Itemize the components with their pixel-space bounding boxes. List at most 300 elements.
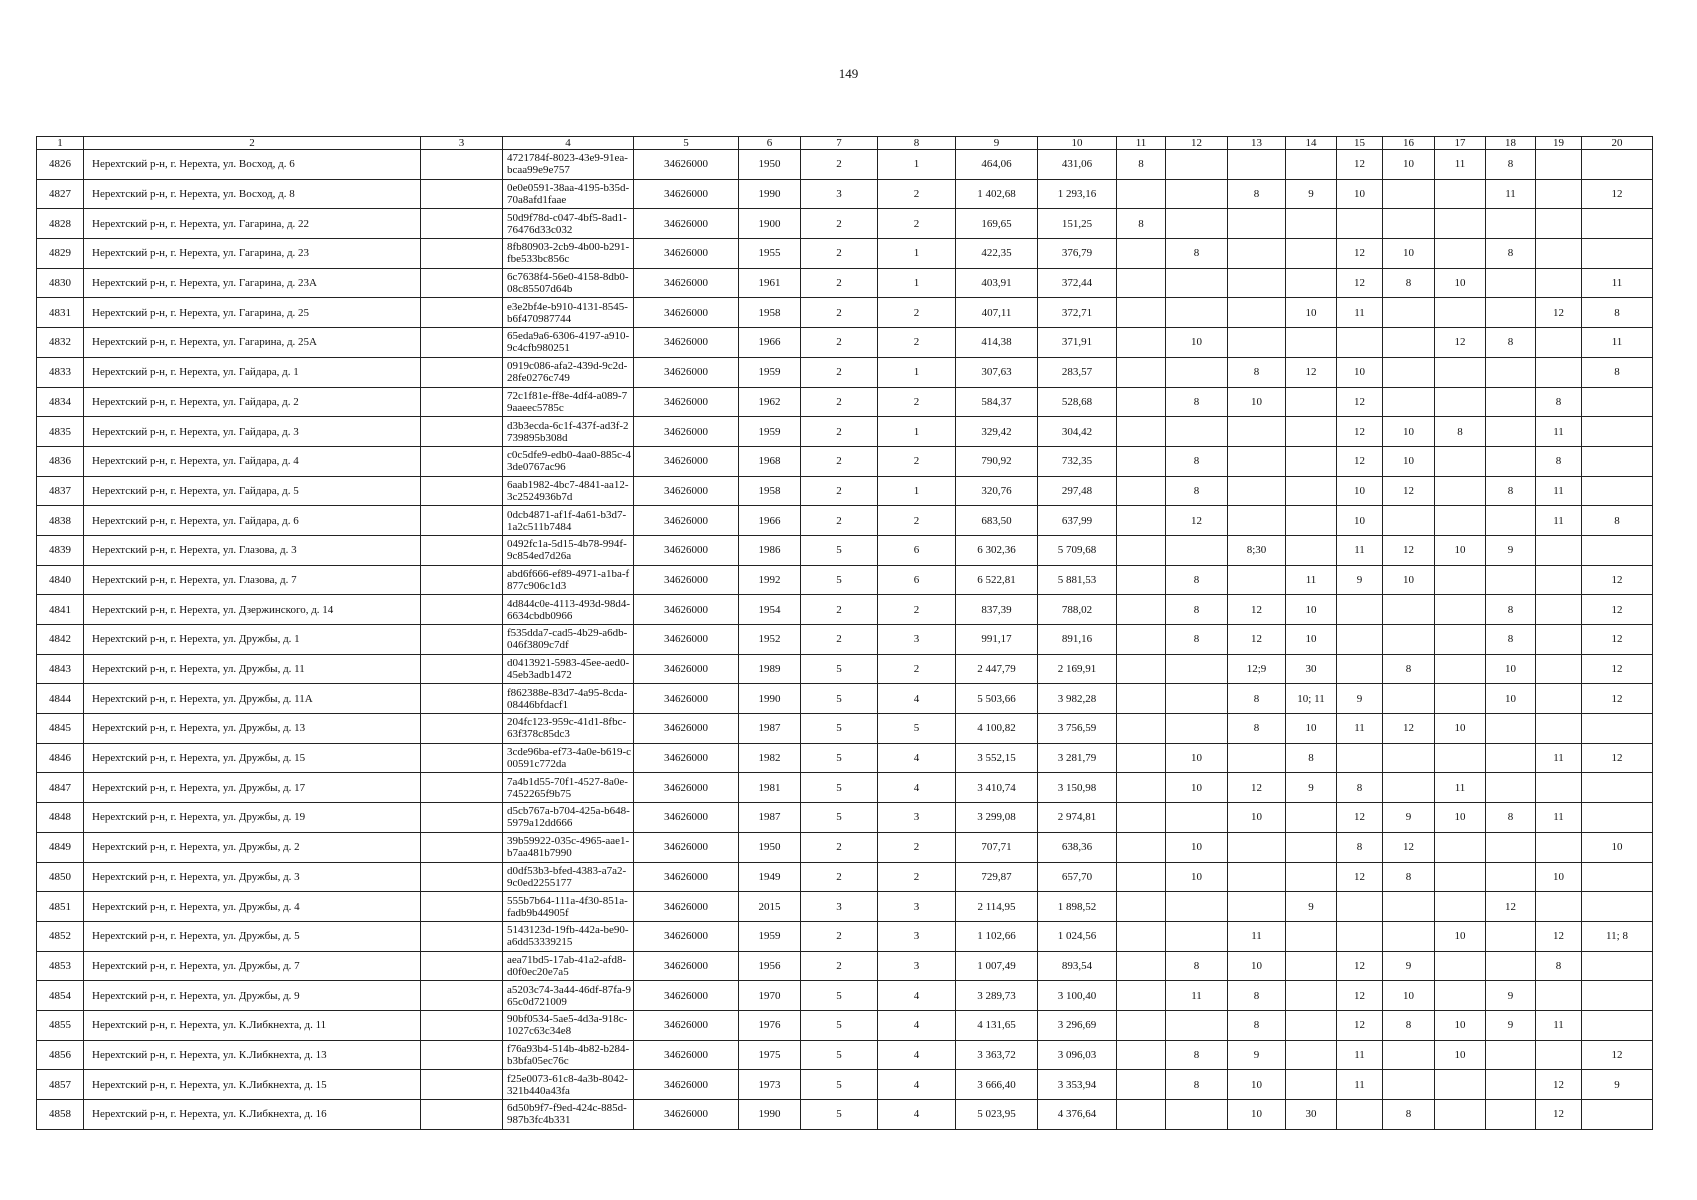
cell-year-built: 1968 — [739, 446, 801, 476]
cell-col-16: 9 — [1383, 803, 1435, 833]
cell-row-number: 4842 — [37, 625, 84, 655]
cell-col-11 — [1117, 328, 1166, 358]
cell-entrances: 1 — [878, 268, 956, 298]
cell-col-15: 12 — [1337, 387, 1383, 417]
cell-row-number: 4827 — [37, 179, 84, 209]
cell-col-11 — [1117, 1070, 1166, 1100]
cell-col-17: 10 — [1435, 921, 1486, 951]
cell-col-15: 10 — [1337, 357, 1383, 387]
cell-total-area: 5 503,66 — [956, 684, 1038, 714]
cell-floors: 2 — [801, 328, 878, 358]
cell-floors: 2 — [801, 862, 878, 892]
cell-year-built: 1987 — [739, 714, 801, 744]
cell-col-18: 9 — [1486, 535, 1536, 565]
cell-col-19: 11 — [1536, 476, 1582, 506]
cell-address: Нерехтский р-н, г. Нерехта, ул. Гайдара, д. 4 — [84, 446, 421, 476]
cell-col-15 — [1337, 1100, 1383, 1130]
cell-address: Нерехтский р-н, г. Нерехта, ул. Гагарина, д. 23А — [84, 268, 421, 298]
cell-col-12: 10 — [1166, 862, 1228, 892]
cell-row-number: 4828 — [37, 209, 84, 239]
cell-oktmo-code: 34626000 — [634, 357, 739, 387]
cell-col-18 — [1486, 357, 1536, 387]
cell-col-11 — [1117, 743, 1166, 773]
cell-col-18 — [1486, 446, 1536, 476]
table-row — [37, 773, 1653, 803]
cell-col-15: 12 — [1337, 150, 1383, 180]
cell-col-13 — [1228, 239, 1286, 269]
cell-col-17 — [1435, 565, 1486, 595]
cell-floors: 5 — [801, 714, 878, 744]
cell-col-14 — [1286, 832, 1337, 862]
cell-col-13 — [1228, 892, 1286, 922]
cell-col-20: 12 — [1582, 625, 1653, 655]
cell-col-12 — [1166, 714, 1228, 744]
cell-col-13: 8 — [1228, 179, 1286, 209]
cell-entrances: 1 — [878, 417, 956, 447]
table-row — [37, 921, 1653, 951]
cell-col-13: 8;30 — [1228, 535, 1286, 565]
cell-col-20 — [1582, 417, 1653, 447]
cell-guid: d5cb767a-b704-425a-b648-5979a12dd666 — [503, 803, 634, 833]
cell-floors: 5 — [801, 803, 878, 833]
cell-col-19: 8 — [1536, 387, 1582, 417]
column-header: 14 — [1286, 137, 1337, 150]
column-header: 5 — [634, 137, 739, 150]
table-row — [37, 803, 1653, 833]
cell-col-19 — [1536, 714, 1582, 744]
cell-total-area: 3 299,08 — [956, 803, 1038, 833]
cell-col-12 — [1166, 1010, 1228, 1040]
cell-col-14: 10 — [1286, 595, 1337, 625]
column-header: 20 — [1582, 137, 1653, 150]
table-row — [37, 239, 1653, 269]
cell-col-12 — [1166, 892, 1228, 922]
cell-col-19 — [1536, 832, 1582, 862]
cell-year-built: 1989 — [739, 654, 801, 684]
cell-col-11 — [1117, 1100, 1166, 1130]
cell-total-area: 6 302,36 — [956, 535, 1038, 565]
cell-col-17: 8 — [1435, 417, 1486, 447]
cell-year-built: 1987 — [739, 803, 801, 833]
cell-living-area: 5 881,53 — [1038, 565, 1117, 595]
cell-row-number: 4844 — [37, 684, 84, 714]
cell-year-built: 1955 — [739, 239, 801, 269]
cell-col-16 — [1383, 506, 1435, 536]
cell-col-19 — [1536, 357, 1582, 387]
cell-col-20: 12 — [1582, 565, 1653, 595]
cell-column-3 — [421, 446, 503, 476]
cell-floors: 5 — [801, 743, 878, 773]
cell-col-13: 10 — [1228, 1100, 1286, 1130]
cell-oktmo-code: 34626000 — [634, 921, 739, 951]
cell-col-15 — [1337, 743, 1383, 773]
cell-guid: 7a4b1d55-70f1-4527-8a0e-7452265f9b75 — [503, 773, 634, 803]
cell-col-12 — [1166, 535, 1228, 565]
cell-entrances: 6 — [878, 565, 956, 595]
cell-floors: 5 — [801, 1010, 878, 1040]
cell-guid: 0492fc1a-5d15-4b78-994f-9c854ed7d26a — [503, 535, 634, 565]
cell-year-built: 1952 — [739, 625, 801, 655]
cell-living-area: 5 709,68 — [1038, 535, 1117, 565]
cell-oktmo-code: 34626000 — [634, 625, 739, 655]
cell-address: Нерехтский р-н, г. Нерехта, ул. К.Либкнехта, д. 11 — [84, 1010, 421, 1040]
column-header: 16 — [1383, 137, 1435, 150]
cell-guid: 4721784f-8023-43e9-91ea-bcaa99e9e757 — [503, 150, 634, 180]
cell-entrances: 4 — [878, 1010, 956, 1040]
cell-column-3 — [421, 595, 503, 625]
cell-col-14 — [1286, 150, 1337, 180]
cell-col-11 — [1117, 565, 1166, 595]
cell-col-12 — [1166, 921, 1228, 951]
cell-col-19 — [1536, 239, 1582, 269]
cell-col-12 — [1166, 268, 1228, 298]
cell-floors: 2 — [801, 476, 878, 506]
cell-col-19 — [1536, 892, 1582, 922]
cell-row-number: 4838 — [37, 506, 84, 536]
cell-col-13 — [1228, 743, 1286, 773]
cell-col-18 — [1486, 832, 1536, 862]
cell-column-3 — [421, 832, 503, 862]
cell-col-17 — [1435, 654, 1486, 684]
cell-oktmo-code: 34626000 — [634, 981, 739, 1011]
cell-col-17: 10 — [1435, 268, 1486, 298]
cell-guid: 72c1f81e-ff8e-4df4-a089-79aaeec5785c — [503, 387, 634, 417]
cell-total-area: 1 007,49 — [956, 951, 1038, 981]
cell-guid: 90bf0534-5ae5-4d3a-918c-1027c63c34e8 — [503, 1010, 634, 1040]
cell-guid: 39b59922-035c-4965-aae1-b7aa481b7990 — [503, 832, 634, 862]
cell-col-12 — [1166, 357, 1228, 387]
cell-col-19 — [1536, 209, 1582, 239]
cell-column-3 — [421, 714, 503, 744]
table-row — [37, 743, 1653, 773]
cell-oktmo-code: 34626000 — [634, 150, 739, 180]
cell-floors: 2 — [801, 417, 878, 447]
cell-year-built: 1975 — [739, 1040, 801, 1070]
cell-col-16 — [1383, 684, 1435, 714]
cell-col-18 — [1486, 1070, 1536, 1100]
cell-floors: 2 — [801, 506, 878, 536]
cell-floors: 2 — [801, 387, 878, 417]
cell-col-16 — [1383, 1040, 1435, 1070]
cell-address: Нерехтский р-н, г. Нерехта, ул. Гайдара, д. 3 — [84, 417, 421, 447]
cell-oktmo-code: 34626000 — [634, 1040, 739, 1070]
cell-col-16: 12 — [1383, 714, 1435, 744]
cell-total-area: 4 131,65 — [956, 1010, 1038, 1040]
cell-guid: 0dcb4871-af1f-4a61-b3d7-1a2c511b7484 — [503, 506, 634, 536]
cell-col-16: 10 — [1383, 981, 1435, 1011]
cell-col-17 — [1435, 743, 1486, 773]
cell-row-number: 4845 — [37, 714, 84, 744]
table-row — [37, 535, 1653, 565]
cell-col-13: 10 — [1228, 1070, 1286, 1100]
cell-entrances: 4 — [878, 743, 956, 773]
cell-col-14 — [1286, 209, 1337, 239]
cell-column-3 — [421, 209, 503, 239]
cell-total-area: 329,42 — [956, 417, 1038, 447]
cell-entrances: 1 — [878, 357, 956, 387]
cell-col-20: 11 — [1582, 268, 1653, 298]
cell-col-18: 10 — [1486, 654, 1536, 684]
cell-col-16 — [1383, 298, 1435, 328]
cell-total-area: 837,39 — [956, 595, 1038, 625]
cell-entrances: 3 — [878, 625, 956, 655]
cell-col-16: 8 — [1383, 1100, 1435, 1130]
table-row — [37, 832, 1653, 862]
cell-address: Нерехтский р-н, г. Нерехта, ул. Гагарина, д. 25 — [84, 298, 421, 328]
cell-total-area: 3 552,15 — [956, 743, 1038, 773]
cell-living-area: 3 100,40 — [1038, 981, 1117, 1011]
cell-living-area: 3 096,03 — [1038, 1040, 1117, 1070]
cell-year-built: 1992 — [739, 565, 801, 595]
cell-row-number: 4832 — [37, 328, 84, 358]
cell-column-3 — [421, 150, 503, 180]
cell-col-18 — [1486, 1100, 1536, 1130]
cell-col-15: 12 — [1337, 862, 1383, 892]
cell-col-15: 11 — [1337, 714, 1383, 744]
cell-living-area: 2 169,91 — [1038, 654, 1117, 684]
table-row — [37, 654, 1653, 684]
cell-guid: 204fc123-959c-41d1-8fbc-63f378c85dc3 — [503, 714, 634, 744]
column-header: 2 — [84, 137, 421, 150]
cell-col-17 — [1435, 179, 1486, 209]
cell-guid: a5203c74-3a44-46df-87fa-965c0d721009 — [503, 981, 634, 1011]
cell-living-area: 893,54 — [1038, 951, 1117, 981]
cell-address: Нерехтский р-н, г. Нерехта, ул. Глазова, д. 7 — [84, 565, 421, 595]
cell-living-area: 3 150,98 — [1038, 773, 1117, 803]
cell-entrances: 4 — [878, 773, 956, 803]
cell-col-15 — [1337, 921, 1383, 951]
cell-col-19: 8 — [1536, 951, 1582, 981]
cell-row-number: 4846 — [37, 743, 84, 773]
cell-address: Нерехтский р-н, г. Нерехта, ул. Восход, д. 6 — [84, 150, 421, 180]
cell-year-built: 1990 — [739, 179, 801, 209]
cell-col-15 — [1337, 328, 1383, 358]
cell-col-18 — [1486, 209, 1536, 239]
cell-address: Нерехтский р-н, г. Нерехта, ул. К.Либкнехта, д. 15 — [84, 1070, 421, 1100]
cell-col-12: 8 — [1166, 446, 1228, 476]
cell-row-number: 4835 — [37, 417, 84, 447]
cell-address: Нерехтский р-н, г. Нерехта, ул. Гагарина, д. 23 — [84, 239, 421, 269]
cell-col-11 — [1117, 506, 1166, 536]
cell-guid: 4d844c0e-4113-493d-98d4-6634cbdb0966 — [503, 595, 634, 625]
cell-entrances: 2 — [878, 832, 956, 862]
cell-col-16 — [1383, 387, 1435, 417]
cell-living-area: 732,35 — [1038, 446, 1117, 476]
cell-col-13 — [1228, 209, 1286, 239]
cell-entrances: 2 — [878, 862, 956, 892]
cell-col-15 — [1337, 595, 1383, 625]
cell-col-14 — [1286, 328, 1337, 358]
cell-col-11 — [1117, 268, 1166, 298]
cell-column-3 — [421, 981, 503, 1011]
cell-col-17: 10 — [1435, 1040, 1486, 1070]
cell-col-12: 10 — [1166, 832, 1228, 862]
column-header: 8 — [878, 137, 956, 150]
cell-living-area: 372,44 — [1038, 268, 1117, 298]
cell-year-built: 1986 — [739, 535, 801, 565]
cell-col-17 — [1435, 387, 1486, 417]
cell-col-20: 12 — [1582, 654, 1653, 684]
cell-col-17: 10 — [1435, 535, 1486, 565]
column-header: 7 — [801, 137, 878, 150]
cell-col-18: 8 — [1486, 476, 1536, 506]
cell-address: Нерехтский р-н, г. Нерехта, ул. К.Либкнехта, д. 16 — [84, 1100, 421, 1130]
cell-guid: d0df53b3-bfed-4383-a7a2-9c0ed2255177 — [503, 862, 634, 892]
cell-col-14 — [1286, 535, 1337, 565]
table-row — [37, 595, 1653, 625]
cell-col-13 — [1228, 476, 1286, 506]
column-header: 12 — [1166, 137, 1228, 150]
table-row — [37, 1100, 1653, 1130]
cell-col-12: 8 — [1166, 595, 1228, 625]
cell-col-11 — [1117, 417, 1166, 447]
cell-column-3 — [421, 1070, 503, 1100]
cell-address: Нерехтский р-н, г. Нерехта, ул. Глазова, д. 3 — [84, 535, 421, 565]
cell-living-area: 4 376,64 — [1038, 1100, 1117, 1130]
cell-col-18: 8 — [1486, 595, 1536, 625]
buildings-table — [36, 136, 1653, 1130]
cell-floors: 5 — [801, 565, 878, 595]
cell-row-number: 4848 — [37, 803, 84, 833]
cell-floors: 2 — [801, 150, 878, 180]
cell-floors: 3 — [801, 892, 878, 922]
cell-oktmo-code: 34626000 — [634, 803, 739, 833]
cell-guid: 0919c086-afa2-439d-9c2d-28fe0276c749 — [503, 357, 634, 387]
cell-col-11 — [1117, 803, 1166, 833]
cell-address: Нерехтский р-н, г. Нерехта, ул. Дружбы, д. 9 — [84, 981, 421, 1011]
cell-col-16 — [1383, 209, 1435, 239]
cell-col-12 — [1166, 150, 1228, 180]
cell-year-built: 1954 — [739, 595, 801, 625]
cell-col-14 — [1286, 803, 1337, 833]
cell-column-3 — [421, 535, 503, 565]
cell-col-18: 11 — [1486, 179, 1536, 209]
cell-column-3 — [421, 803, 503, 833]
cell-col-11 — [1117, 951, 1166, 981]
cell-year-built: 1956 — [739, 951, 801, 981]
cell-address: Нерехтский р-н, г. Нерехта, ул. Дружбы, д. 2 — [84, 832, 421, 862]
cell-col-12: 8 — [1166, 1070, 1228, 1100]
cell-column-3 — [421, 773, 503, 803]
cell-col-13 — [1228, 150, 1286, 180]
cell-total-area: 6 522,81 — [956, 565, 1038, 595]
cell-year-built: 1950 — [739, 832, 801, 862]
cell-col-14: 10; 11 — [1286, 684, 1337, 714]
cell-address: Нерехтский р-н, г. Нерехта, ул. Дружбы, д. 1 — [84, 625, 421, 655]
cell-entrances: 3 — [878, 921, 956, 951]
cell-col-11 — [1117, 625, 1166, 655]
column-header: 3 — [421, 137, 503, 150]
cell-col-19: 12 — [1536, 298, 1582, 328]
cell-total-area: 3 410,74 — [956, 773, 1038, 803]
cell-oktmo-code: 34626000 — [634, 1070, 739, 1100]
cell-column-3 — [421, 654, 503, 684]
cell-col-17 — [1435, 357, 1486, 387]
cell-oktmo-code: 34626000 — [634, 862, 739, 892]
column-header: 6 — [739, 137, 801, 150]
cell-col-12: 10 — [1166, 328, 1228, 358]
cell-living-area: 1 898,52 — [1038, 892, 1117, 922]
cell-col-15: 12 — [1337, 1010, 1383, 1040]
cell-col-20: 10 — [1582, 832, 1653, 862]
cell-total-area: 307,63 — [956, 357, 1038, 387]
cell-row-number: 4834 — [37, 387, 84, 417]
cell-col-13: 10 — [1228, 951, 1286, 981]
cell-row-number: 4830 — [37, 268, 84, 298]
cell-address: Нерехтский р-н, г. Нерехта, ул. Дружбы, д. 17 — [84, 773, 421, 803]
cell-total-area: 320,76 — [956, 476, 1038, 506]
cell-total-area: 1 102,66 — [956, 921, 1038, 951]
cell-col-12: 8 — [1166, 625, 1228, 655]
column-header: 15 — [1337, 137, 1383, 150]
cell-col-20 — [1582, 150, 1653, 180]
cell-col-13: 8 — [1228, 981, 1286, 1011]
cell-col-12 — [1166, 298, 1228, 328]
cell-col-16 — [1383, 179, 1435, 209]
cell-total-area: 729,87 — [956, 862, 1038, 892]
cell-living-area: 372,71 — [1038, 298, 1117, 328]
cell-col-13: 9 — [1228, 1040, 1286, 1070]
cell-guid: 0e0e0591-38aa-4195-b35d-70a8afd1faae — [503, 179, 634, 209]
cell-col-12 — [1166, 179, 1228, 209]
cell-col-14: 30 — [1286, 1100, 1337, 1130]
cell-col-11 — [1117, 357, 1166, 387]
cell-col-20 — [1582, 773, 1653, 803]
cell-oktmo-code: 34626000 — [634, 773, 739, 803]
cell-column-3 — [421, 862, 503, 892]
cell-guid: 6c7638f4-56e0-4158-8db0-08c85507d64b — [503, 268, 634, 298]
cell-year-built: 1958 — [739, 476, 801, 506]
cell-col-13 — [1228, 506, 1286, 536]
cell-col-20 — [1582, 239, 1653, 269]
cell-oktmo-code: 34626000 — [634, 506, 739, 536]
cell-col-11 — [1117, 387, 1166, 417]
cell-col-15: 11 — [1337, 1070, 1383, 1100]
cell-oktmo-code: 34626000 — [634, 595, 739, 625]
cell-col-20 — [1582, 535, 1653, 565]
cell-column-3 — [421, 625, 503, 655]
cell-year-built: 1982 — [739, 743, 801, 773]
cell-entrances: 5 — [878, 714, 956, 744]
cell-col-16: 12 — [1383, 476, 1435, 506]
cell-col-16 — [1383, 743, 1435, 773]
cell-guid: f535dda7-cad5-4b29-a6db-046f3809c7df — [503, 625, 634, 655]
cell-col-15: 11 — [1337, 1040, 1383, 1070]
cell-col-19 — [1536, 654, 1582, 684]
table-row — [37, 565, 1653, 595]
cell-col-11 — [1117, 476, 1166, 506]
cell-row-number: 4831 — [37, 298, 84, 328]
cell-total-area: 422,35 — [956, 239, 1038, 269]
cell-col-14: 8 — [1286, 743, 1337, 773]
cell-col-14 — [1286, 506, 1337, 536]
cell-floors: 2 — [801, 268, 878, 298]
cell-floors: 2 — [801, 357, 878, 387]
cell-col-16: 10 — [1383, 565, 1435, 595]
cell-guid: 3cde96ba-ef73-4a0e-b619-c00591c772da — [503, 743, 634, 773]
cell-total-area: 3 363,72 — [956, 1040, 1038, 1070]
table-row — [37, 1070, 1653, 1100]
cell-col-18 — [1486, 714, 1536, 744]
cell-oktmo-code: 34626000 — [634, 268, 739, 298]
cell-column-3 — [421, 179, 503, 209]
cell-col-18: 8 — [1486, 328, 1536, 358]
cell-entrances: 2 — [878, 506, 956, 536]
cell-col-12: 8 — [1166, 476, 1228, 506]
cell-year-built: 1958 — [739, 298, 801, 328]
table-row — [37, 714, 1653, 744]
cell-col-20 — [1582, 209, 1653, 239]
